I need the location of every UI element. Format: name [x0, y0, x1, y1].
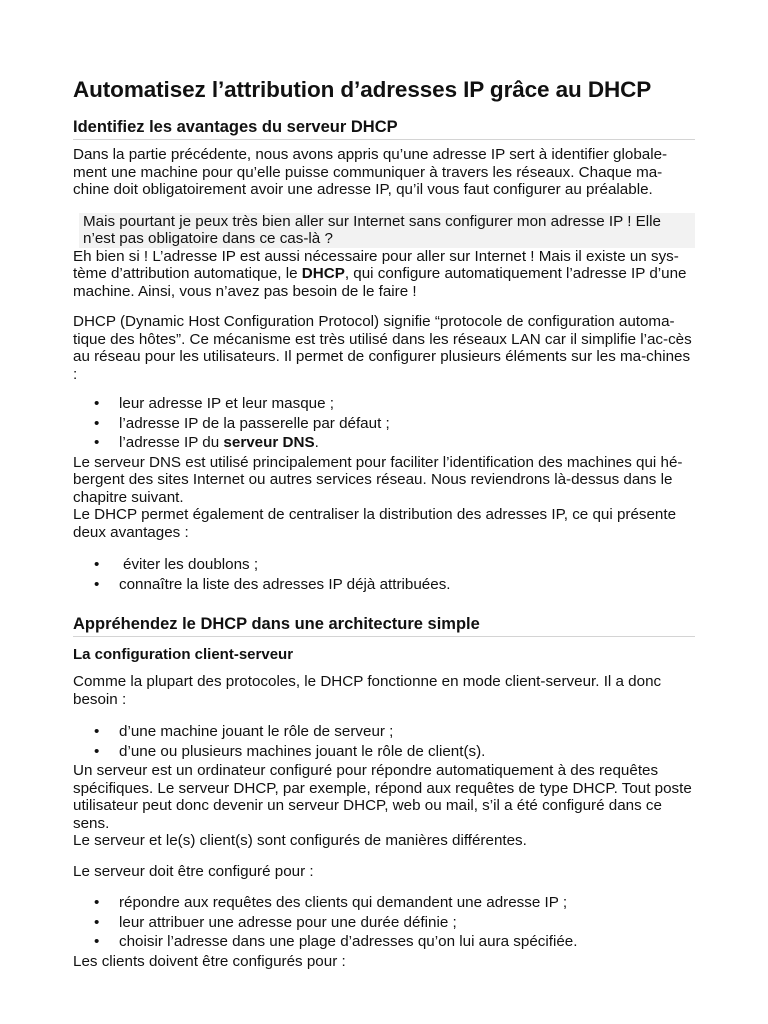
subsection-heading-client-server: La configuration client-serveur [73, 646, 294, 663]
list-roles [73, 722, 695, 761]
list-item [73, 394, 695, 414]
list-item-text: leur adresse IP et leur masque ; [119, 395, 334, 412]
paragraph-server-config: Le serveur doit être configuré pour : [73, 862, 314, 880]
bold-term-dhcp: DHCP [301, 265, 345, 282]
section-heading-advantages: Identifiez les avantages du serveur DHCP [73, 117, 695, 140]
bullet-icon: • [94, 913, 100, 931]
paragraph-client-config: Les clients doivent être configurés pour : [73, 952, 346, 970]
list-item-text: d’une machine jouant le rôle de serveur ; [119, 723, 394, 740]
quote-box: Mais pourtant je peux très bien aller sur Internet sans configurer mon adresse IP ! Elle n’est pas obligatoire dans ce cas-là ? [79, 213, 695, 248]
list-item-text: choisir l’adresse dans une plage d’adresses qu’on lui aura spécifiée. [119, 933, 578, 950]
list-item-text: . [314, 434, 319, 451]
bullet-icon: • [94, 414, 100, 432]
list-item [73, 932, 695, 952]
bullet-icon: • [94, 742, 100, 760]
list-item [73, 433, 695, 453]
list-item [73, 742, 695, 762]
list-dhcp-elements [73, 394, 695, 453]
list-item-text: éviter les doublons ; [123, 556, 259, 573]
list-item [73, 555, 695, 575]
paragraph-configured-differently: Le serveur et le(s) client(s) sont configurés de manières différentes. [73, 832, 527, 849]
list-item-text: d’une ou plusieurs machines jouant le rôle de client(s). [119, 742, 486, 760]
list-item [73, 414, 695, 434]
list-item-text: répondre aux requêtes des clients qui demandent une adresse IP ; [119, 894, 568, 911]
bullet-icon: • [94, 434, 100, 451]
bullet-icon: • [94, 933, 100, 950]
paragraph-centralize: Le DHCP permet également de centraliser la distribution des adresses IP, ce qui présente deux avantages : [73, 506, 677, 541]
page-title: Automatisez l’attribution d’adresses IP grâce au DHCP [73, 77, 652, 102]
bullet-icon: • [94, 575, 100, 593]
list-item [73, 913, 695, 933]
paragraph-server-definition: Un serveur est un ordinateur configuré pour répondre automatiquement à des requêtes spécifiques. Le serveur DHCP, par exemple, répond aux requêtes de type DHCP. Tout poste utilisateur peut donc devenir un serveur DHCP, web ou mail, s’il a été configuré dans ce sens. [73, 762, 692, 832]
list-item [73, 893, 695, 913]
paragraph-dns: Le serveur DNS est utilisé principalement pour faciliter l’identification des machines qui hé-bergent des sites Internet ou autres services réseau. Nous reviendrons là-dessus dans le chapitre suivant. [73, 453, 683, 506]
text-span: Eh bien si ! L’adresse IP est aussi nécessaire pour aller sur Internet ! Mais il existe un sys-tème d’attribution automatique, le [73, 247, 679, 282]
paragraph-dhcp-answer [73, 248, 695, 301]
paragraph-client-server: Comme la plupart des protocoles, le DHCP fonctionne en mode client-serveur. Il a donc besoin : [73, 673, 662, 708]
list-item [73, 575, 695, 595]
bold-term-dns: serveur DNS [223, 434, 315, 451]
paragraph-dhcp-definition: DHCP (Dynamic Host Configuration Protocol) signifie “protocole de configuration automa-tique des hôtes”. Ce mécanisme est très utilisé dans les réseaux LAN car il simplifie l’ac-cès au réseau pour les utilisateurs. Il permet de configurer plusieurs éléments sur les ma-chines : [73, 313, 692, 383]
document-content [73, 74, 695, 970]
list-item [73, 722, 695, 742]
bullet-icon: • [94, 556, 100, 573]
bullet-icon: • [94, 894, 100, 911]
list-server-tasks [73, 893, 695, 952]
text-span: , qui configure automatiquement l’adresse IP d’une machine. Ainsi, vous n’avez pas besoin de le faire ! [73, 265, 687, 300]
list-advantages [73, 555, 695, 594]
list-item-text: connaître la liste des adresses IP déjà attribuées. [119, 575, 451, 593]
section-heading-architecture: Appréhendez le DHCP dans une architecture simple [73, 614, 695, 637]
bullet-icon: • [94, 395, 100, 412]
list-item-text: leur attribuer une adresse pour une durée définie ; [119, 913, 457, 931]
list-item-text: l’adresse IP du [119, 434, 224, 451]
paragraph-intro: Dans la partie précédente, nous avons appris qu’une adresse IP sert à identifier globale-ment une machine pour qu’elle puisse communiquer à travers les réseaux. Chaque ma-chine doit obligatoirement avoir une adresse IP, qu’il vous faut configurer au préalable. [73, 146, 668, 198]
bullet-icon: • [94, 723, 100, 740]
list-item-text: l’adresse IP de la passerelle par défaut ; [119, 414, 390, 432]
